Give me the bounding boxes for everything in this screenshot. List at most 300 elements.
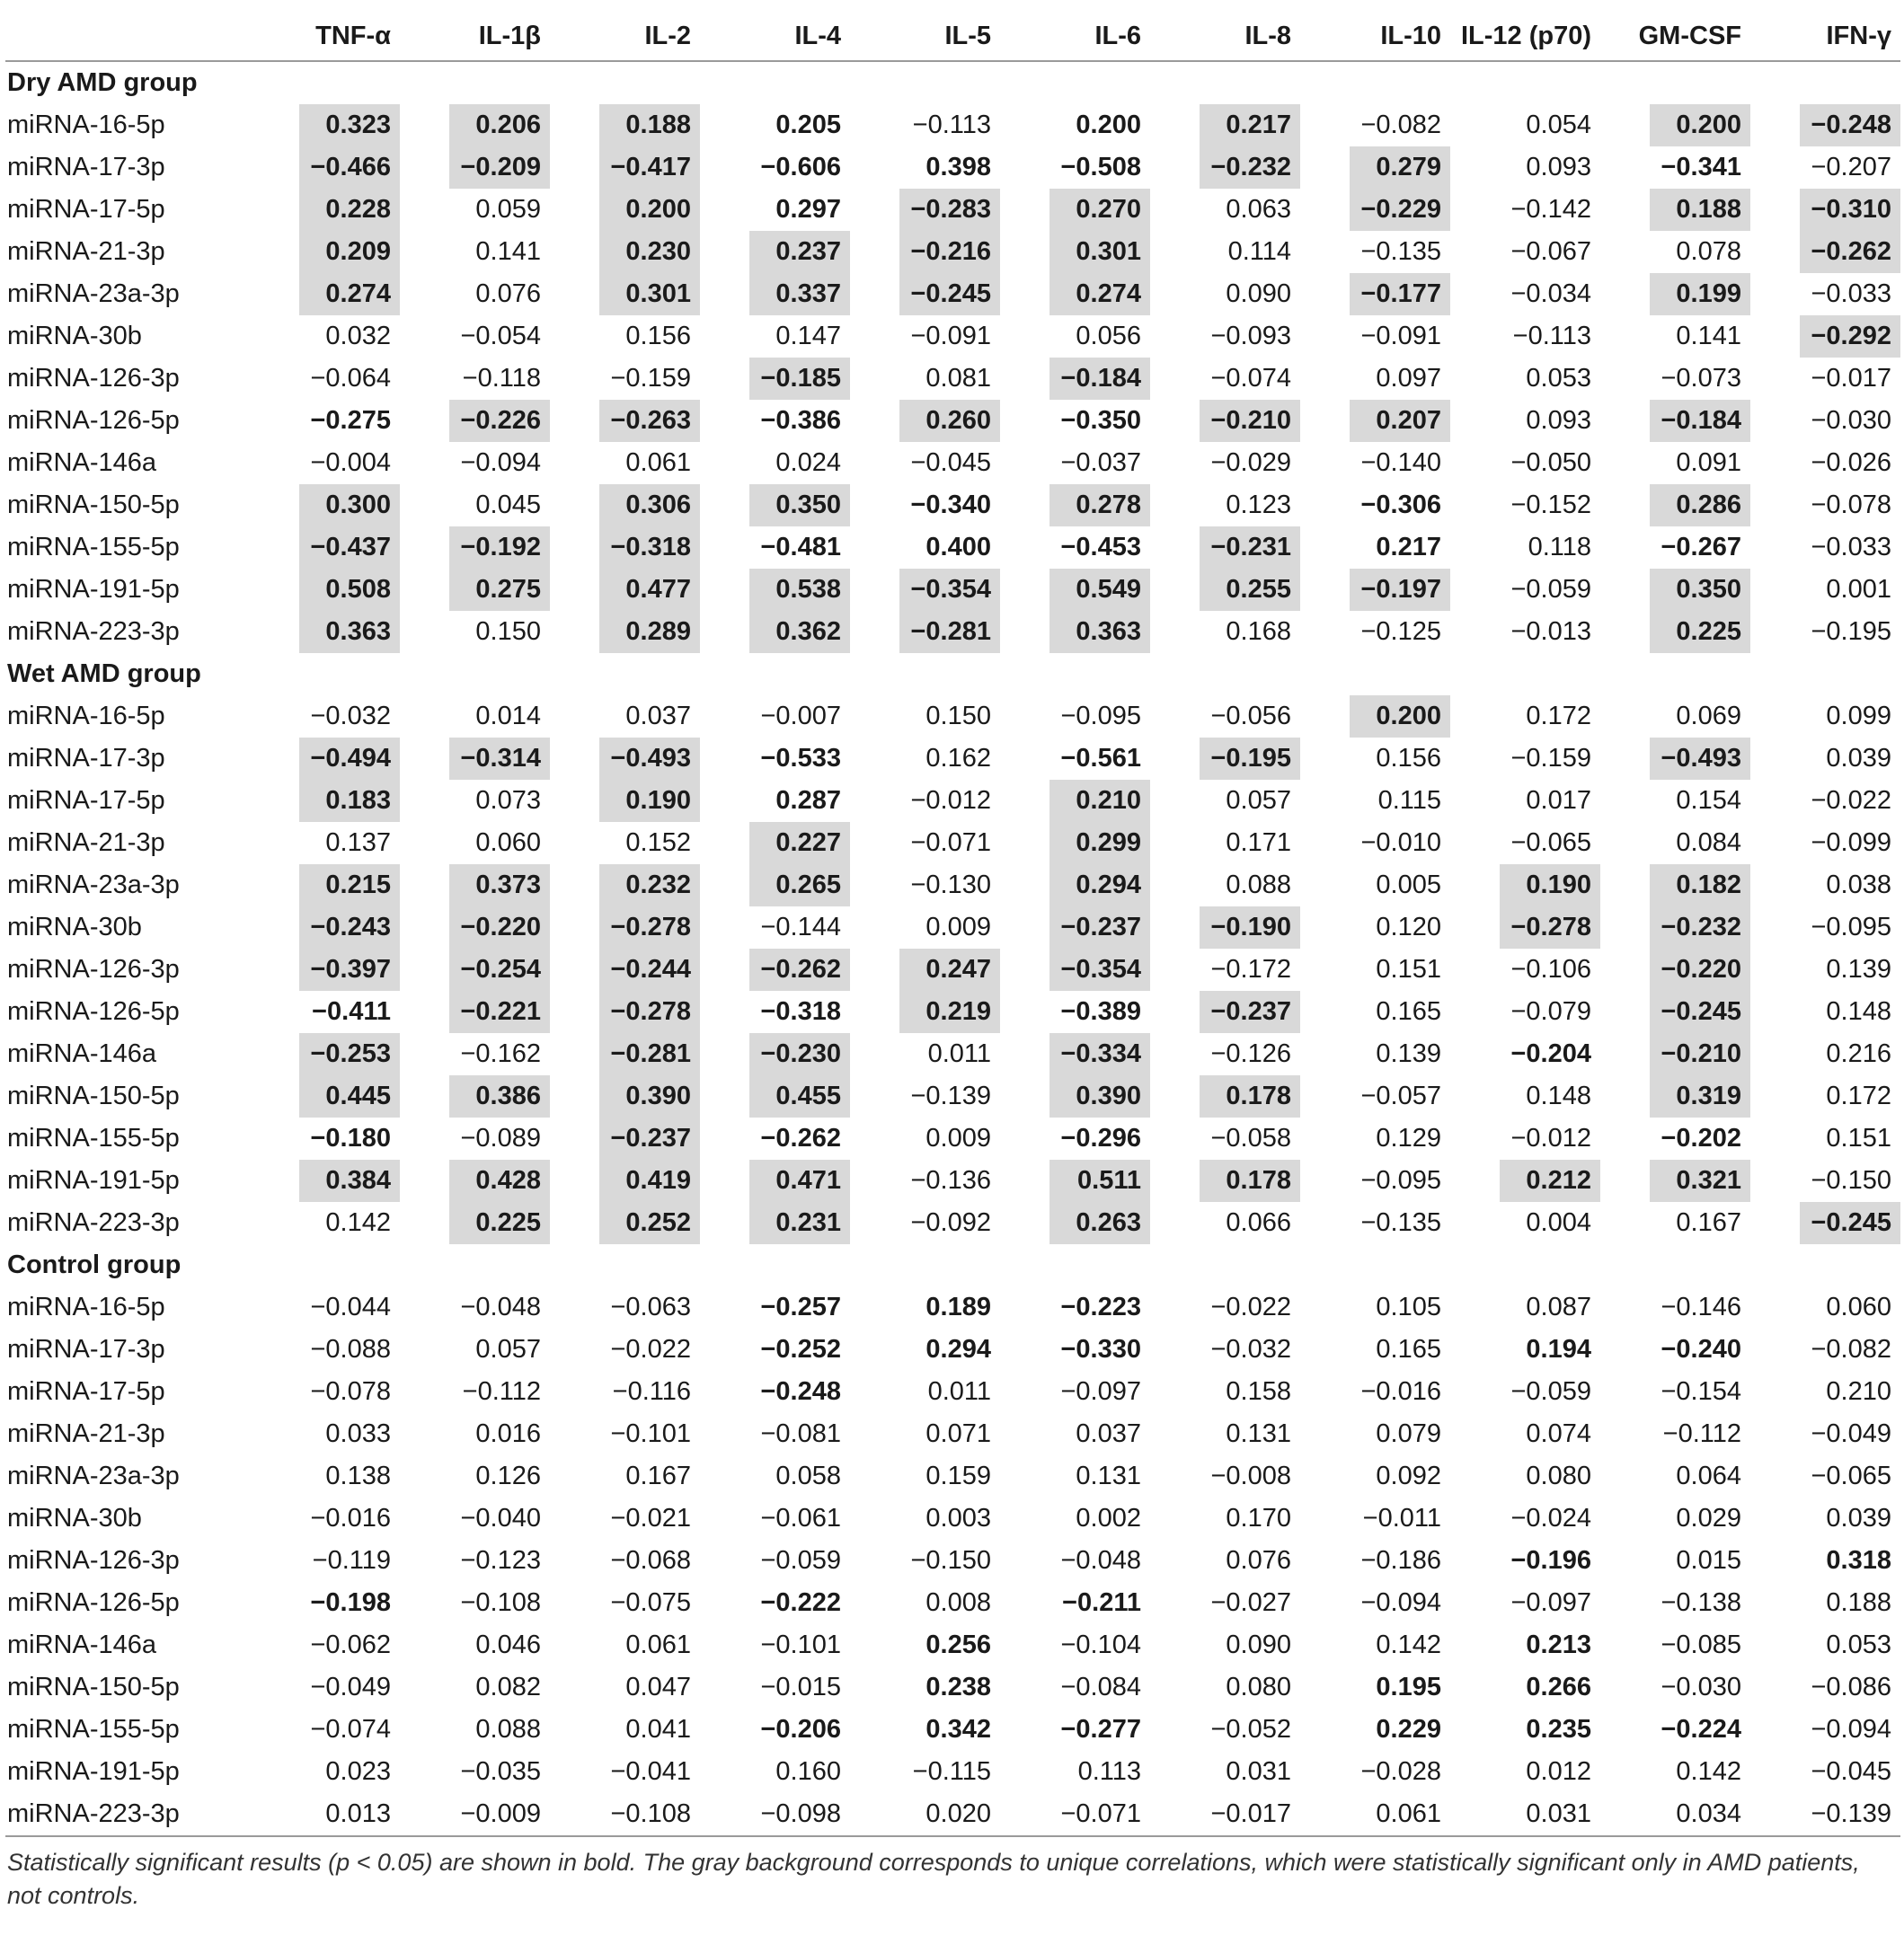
value-cell: [850, 1498, 1000, 1540]
value-cell: [400, 1709, 550, 1751]
value-cell: [1600, 1498, 1750, 1540]
value-cell: [550, 1793, 700, 1836]
value-cell: [400, 1202, 550, 1244]
correlation-value: 0.217: [1200, 104, 1300, 146]
row-label: miRNA-150-5p: [7, 1082, 180, 1110]
correlation-value: 0.154: [1676, 786, 1741, 815]
value-cell: [1450, 526, 1600, 569]
correlation-value: −0.232: [1200, 146, 1300, 189]
table-row: [5, 1498, 1900, 1540]
correlation-value: 0.114: [1227, 237, 1291, 266]
value-cell: [1150, 231, 1300, 273]
correlation-value: 0.079: [1376, 1419, 1441, 1448]
value-cell: [250, 400, 400, 442]
correlation-value: 0.215: [299, 864, 400, 906]
table-row: [5, 104, 1900, 146]
correlation-value: −0.185: [749, 358, 850, 400]
value-cell: [850, 189, 1000, 231]
correlation-value: −0.056: [1210, 702, 1291, 730]
value-cell: [250, 104, 400, 146]
value-cell: [550, 1582, 700, 1624]
value-cell: [700, 1751, 850, 1793]
correlation-value: −0.223: [1060, 1293, 1141, 1321]
correlation-value: 0.031: [1526, 1799, 1591, 1828]
correlation-value: 0.053: [1526, 364, 1591, 393]
correlation-value: −0.195: [1200, 738, 1300, 780]
correlation-value: 0.008: [925, 1588, 991, 1617]
correlation-value: −0.253: [299, 1033, 400, 1075]
value-cell: [1300, 780, 1450, 822]
value-cell: [700, 1033, 850, 1075]
correlation-value: 0.225: [1650, 611, 1750, 653]
row-label: miRNA-155-5p: [7, 533, 180, 561]
correlation-value: 0.148: [1526, 1082, 1591, 1110]
value-cell: [400, 1033, 550, 1075]
correlation-value: 0.150: [475, 617, 541, 646]
value-cell: [1300, 1582, 1450, 1624]
correlation-value: −0.237: [599, 1118, 700, 1160]
correlation-value: −0.466: [299, 146, 400, 189]
value-cell: [700, 484, 850, 526]
value-cell: [550, 358, 700, 400]
value-cell: [1750, 864, 1900, 906]
correlation-value: 0.003: [925, 1504, 991, 1533]
value-cell: [1000, 1075, 1150, 1118]
correlation-value: 0.428: [449, 1160, 550, 1202]
value-cell: [1600, 864, 1750, 906]
value-cell: [1600, 780, 1750, 822]
correlation-value: 0.194: [1526, 1335, 1591, 1364]
row-label: miRNA-17-5p: [7, 786, 165, 815]
value-cell: [1600, 146, 1750, 189]
value-cell: [400, 695, 550, 738]
correlation-value: −0.162: [460, 1039, 541, 1068]
value-cell: [850, 822, 1000, 864]
correlation-value: 0.093: [1526, 406, 1591, 435]
value-cell: [1300, 1455, 1450, 1498]
value-cell: [550, 1709, 700, 1751]
value-cell: [550, 864, 700, 906]
correlation-value: 0.260: [899, 400, 1000, 442]
value-cell: [850, 1540, 1000, 1582]
value-cell: [700, 864, 850, 906]
value-cell: [250, 1709, 400, 1751]
value-cell: [1150, 1329, 1300, 1371]
correlation-value: −0.277: [1060, 1715, 1141, 1744]
correlation-value: 0.058: [775, 1462, 841, 1490]
table-row: [5, 484, 1900, 526]
value-cell: [1300, 1160, 1450, 1202]
value-cell: [400, 189, 550, 231]
correlation-value: 0.275: [449, 569, 550, 611]
correlation-value: 0.071: [925, 1419, 991, 1448]
correlation-value: 0.017: [1526, 786, 1591, 815]
correlation-value: −0.207: [1811, 153, 1891, 181]
value-cell: [850, 738, 1000, 780]
correlation-value: −0.142: [1510, 195, 1591, 224]
value-cell: [250, 1498, 400, 1540]
value-cell: [1750, 1582, 1900, 1624]
row-label: miRNA-223-3p: [5, 1793, 250, 1836]
table-row: [5, 1751, 1900, 1793]
value-cell: [1600, 949, 1750, 991]
correlation-value: −0.350: [1060, 406, 1141, 435]
value-cell: [1150, 1709, 1300, 1751]
value-cell: [1750, 780, 1900, 822]
correlation-value: −0.022: [610, 1335, 691, 1364]
value-cell: [250, 1413, 400, 1455]
correlation-value: −0.263: [599, 400, 700, 442]
correlation-value: −0.248: [1800, 104, 1900, 146]
correlation-value: −0.493: [1650, 738, 1750, 780]
correlation-value: −0.073: [1660, 364, 1741, 393]
value-cell: [1300, 526, 1450, 569]
value-cell: [700, 1582, 850, 1624]
value-cell: [1300, 231, 1450, 273]
value-cell: [1750, 1286, 1900, 1329]
correlation-value: −0.007: [760, 702, 841, 730]
correlation-value: −0.082: [1360, 110, 1441, 139]
value-cell: [1450, 1709, 1600, 1751]
correlation-value: −0.054: [460, 322, 541, 350]
correlation-value: −0.243: [299, 906, 400, 949]
value-cell: [400, 1582, 550, 1624]
correlation-value: 0.073: [475, 786, 541, 815]
correlation-value: −0.044: [310, 1293, 391, 1321]
row-label: miRNA-191-5p: [7, 575, 180, 604]
correlation-value: −0.184: [1049, 358, 1150, 400]
correlation-value: −0.292: [1800, 315, 1900, 358]
correlation-value: 0.047: [625, 1673, 691, 1701]
correlation-value: 0.265: [749, 864, 850, 906]
value-cell: [1300, 484, 1450, 526]
correlation-value: 0.167: [625, 1462, 691, 1490]
correlation-value: 0.080: [1226, 1673, 1291, 1701]
value-cell: [250, 1793, 400, 1836]
correlation-value: 0.549: [1049, 569, 1150, 611]
value-cell: [1450, 738, 1600, 780]
correlation-value: −0.050: [1510, 448, 1591, 477]
correlation-value: −0.101: [610, 1419, 691, 1448]
value-cell: [550, 569, 700, 611]
table-row: [5, 1033, 1900, 1075]
value-cell: [1300, 949, 1450, 991]
value-cell: [1300, 358, 1450, 400]
correlation-value: 0.141: [1676, 322, 1741, 350]
value-cell: [550, 1202, 700, 1244]
value-cell: [1450, 231, 1600, 273]
group-header-row: [5, 653, 1900, 695]
value-cell: [550, 146, 700, 189]
correlation-value: 0.390: [1049, 1075, 1150, 1118]
correlation-value: 0.178: [1200, 1075, 1300, 1118]
correlation-value: 0.400: [925, 533, 991, 561]
value-cell: [700, 1075, 850, 1118]
correlation-value: −0.210: [1200, 400, 1300, 442]
value-cell: [400, 906, 550, 949]
correlation-value: −0.033: [1811, 533, 1891, 561]
correlation-value: −0.386: [760, 406, 841, 435]
correlation-value: −0.033: [1811, 279, 1891, 308]
value-cell: [850, 231, 1000, 273]
correlation-value: 0.120: [1376, 913, 1441, 941]
correlation-value: −0.318: [599, 526, 700, 569]
value-cell: [1300, 400, 1450, 442]
row-label: miRNA-155-5p: [7, 1715, 180, 1744]
correlation-value: 0.029: [1676, 1504, 1741, 1533]
correlation-value: 0.419: [599, 1160, 700, 1202]
correlation-value: −0.112: [462, 1377, 541, 1406]
correlation-value: 0.199: [1650, 273, 1750, 315]
value-cell: [1000, 1286, 1150, 1329]
correlation-value: 0.445: [299, 1075, 400, 1118]
value-cell: [1150, 1540, 1300, 1582]
correlation-value: 0.384: [299, 1160, 400, 1202]
correlation-value: −0.123: [460, 1546, 541, 1575]
correlation-value: −0.037: [1060, 448, 1141, 477]
value-cell: [250, 949, 400, 991]
value-cell: [1300, 906, 1450, 949]
value-cell: [250, 1329, 400, 1371]
value-cell: [1450, 1624, 1600, 1666]
correlation-value: −0.106: [1510, 955, 1591, 984]
column-header: IL-12 (p70): [1450, 13, 1600, 61]
correlation-value: 0.363: [299, 611, 400, 653]
value-cell: [1750, 146, 1900, 189]
correlation-value: 0.278: [1049, 484, 1150, 526]
value-cell: [850, 1202, 1000, 1244]
row-label: miRNA-16-5p: [7, 110, 165, 139]
value-cell: [1450, 949, 1600, 991]
value-cell: [250, 189, 400, 231]
correlation-value: −0.095: [1811, 913, 1891, 941]
correlation-value: 0.138: [325, 1462, 391, 1490]
correlation-value: −0.130: [910, 870, 991, 899]
value-cell: [1150, 1498, 1300, 1540]
correlation-value: −0.071: [910, 828, 991, 857]
value-cell: [1000, 104, 1150, 146]
value-cell: [1600, 1329, 1750, 1371]
value-cell: [1750, 906, 1900, 949]
correlation-value: 0.190: [599, 780, 700, 822]
value-cell: [1000, 1118, 1150, 1160]
table-row: [5, 780, 1900, 822]
value-cell: [250, 1582, 400, 1624]
value-cell: [550, 526, 700, 569]
value-cell: [1450, 1751, 1600, 1793]
table-row: [5, 1413, 1900, 1455]
correlation-value: 0.139: [1376, 1039, 1441, 1068]
correlation-value: −0.152: [1510, 490, 1591, 519]
value-cell: [1000, 1371, 1150, 1413]
correlation-value: 0.032: [325, 322, 391, 350]
correlation-value: −0.278: [599, 991, 700, 1033]
value-cell: [1600, 1286, 1750, 1329]
correlation-value: −0.035: [460, 1757, 541, 1786]
correlation-value: −0.079: [1510, 997, 1591, 1026]
correlation-value: −0.065: [1510, 828, 1591, 857]
value-cell: [1750, 442, 1900, 484]
correlation-value: −0.057: [1360, 1082, 1441, 1110]
value-cell: [400, 315, 550, 358]
correlation-value: 0.151: [1826, 1124, 1891, 1153]
correlation-value: −0.159: [610, 364, 691, 393]
correlation-value: 0.172: [1826, 1082, 1891, 1110]
value-cell: [1450, 991, 1600, 1033]
correlation-value: −0.028: [1360, 1757, 1441, 1786]
value-cell: [1750, 1329, 1900, 1371]
value-cell: [700, 1286, 850, 1329]
correlation-value: −0.059: [1510, 1377, 1591, 1406]
value-cell: [1600, 1455, 1750, 1498]
correlation-value: −0.220: [1650, 949, 1750, 991]
correlation-value: −0.041: [610, 1757, 691, 1786]
correlation-value: −0.063: [610, 1293, 691, 1321]
value-cell: [700, 1329, 850, 1371]
correlation-value: 0.061: [625, 1630, 691, 1659]
value-cell: [1450, 864, 1600, 906]
correlation-value: −0.226: [449, 400, 550, 442]
correlation-value: 0.216: [1826, 1039, 1891, 1068]
row-label: miRNA-126-5p: [7, 1588, 180, 1617]
correlation-value: 0.148: [1826, 997, 1891, 1026]
value-cell: [1150, 1793, 1300, 1836]
correlation-value: −0.296: [1060, 1124, 1141, 1153]
correlation-value: 0.059: [475, 195, 541, 224]
value-cell: [550, 1413, 700, 1455]
value-cell: [850, 146, 1000, 189]
correlation-value: −0.012: [910, 786, 991, 815]
correlation-value: 0.235: [1526, 1715, 1591, 1744]
value-cell: [1600, 1202, 1750, 1244]
value-cell: [850, 1455, 1000, 1498]
table-row: [5, 1371, 1900, 1413]
value-cell: [250, 526, 400, 569]
value-cell: [1450, 358, 1600, 400]
correlation-value: −0.074: [310, 1715, 391, 1744]
value-cell: [1300, 1202, 1450, 1244]
correlation-value: −0.024: [1510, 1504, 1591, 1533]
correlation-value: −0.026: [1811, 448, 1891, 477]
correlation-value: −0.094: [460, 448, 541, 477]
value-cell: [1750, 1751, 1900, 1793]
value-cell: [1450, 1793, 1600, 1836]
value-cell: [700, 1160, 850, 1202]
value-cell: [1750, 1033, 1900, 1075]
value-cell: [700, 1413, 850, 1455]
correlation-value: 0.009: [925, 1124, 991, 1153]
header-cell-blank: [5, 13, 250, 61]
table-row: [5, 569, 1900, 611]
correlation-value: −0.011: [1362, 1504, 1441, 1533]
value-cell: [400, 104, 550, 146]
correlation-value: −0.493: [599, 738, 700, 780]
value-cell: [1150, 1413, 1300, 1455]
value-cell: [400, 611, 550, 653]
value-cell: [1000, 1455, 1150, 1498]
correlation-value: 0.301: [1049, 231, 1150, 273]
correlation-value: −0.091: [1360, 322, 1441, 350]
value-cell: [1450, 822, 1600, 864]
correlation-value: 0.084: [1676, 828, 1741, 857]
correlation-value: −0.045: [910, 448, 991, 477]
group-title: Dry AMD group: [7, 68, 198, 97]
row-label: miRNA-23a-3p: [7, 870, 180, 899]
row-label: miRNA-16-5p: [7, 702, 165, 730]
correlation-value: −0.195: [1811, 617, 1891, 646]
correlation-value: 0.318: [1826, 1546, 1891, 1575]
value-cell: [400, 949, 550, 991]
correlation-value: −0.417: [599, 146, 700, 189]
correlation-value: −0.097: [1510, 1588, 1591, 1617]
value-cell: [1150, 822, 1300, 864]
correlation-value: 0.060: [1826, 1293, 1891, 1321]
row-label: miRNA-191-5p: [7, 1757, 180, 1786]
row-label: miRNA-30b: [7, 913, 142, 941]
correlation-value: −0.494: [299, 738, 400, 780]
value-cell: [700, 1202, 850, 1244]
value-cell: [1300, 569, 1450, 611]
correlation-value: 0.350: [749, 484, 850, 526]
value-cell: [700, 1624, 850, 1666]
value-cell: [550, 1329, 700, 1371]
row-label: miRNA-191-5p: [7, 1166, 180, 1195]
value-cell: [700, 1793, 850, 1836]
value-cell: [400, 780, 550, 822]
value-cell: [250, 991, 400, 1033]
table-row: [5, 146, 1900, 189]
value-cell: [1300, 611, 1450, 653]
column-header: GM-CSF: [1600, 13, 1750, 61]
value-cell: [1150, 1624, 1300, 1666]
value-cell: [850, 1666, 1000, 1709]
value-cell: [1000, 1751, 1150, 1793]
correlation-value: −0.180: [310, 1124, 391, 1153]
row-label: miRNA-21-3p: [7, 1419, 165, 1448]
value-cell: [850, 780, 1000, 822]
value-cell: [400, 864, 550, 906]
correlation-value: 0.190: [1500, 864, 1600, 906]
correlation-value: 0.188: [1826, 1588, 1891, 1617]
value-cell: [550, 273, 700, 315]
value-cell: [400, 822, 550, 864]
correlation-value: −0.081: [760, 1419, 841, 1448]
table-row: [5, 1666, 1900, 1709]
value-cell: [850, 695, 1000, 738]
column-header: IL-5: [850, 13, 1000, 61]
correlation-value: −0.004: [310, 448, 391, 477]
correlation-value: −0.254: [449, 949, 550, 991]
correlation-value: −0.278: [599, 906, 700, 949]
correlation-value: −0.411: [312, 997, 391, 1026]
correlation-value: 0.300: [299, 484, 400, 526]
value-cell: [550, 991, 700, 1033]
correlation-value: 0.165: [1376, 1335, 1441, 1364]
correlation-value: 0.041: [625, 1715, 691, 1744]
value-cell: [850, 1286, 1000, 1329]
correlation-value: −0.354: [899, 569, 1000, 611]
correlation-value: 0.306: [599, 484, 700, 526]
value-cell: [1750, 526, 1900, 569]
correlation-value: −0.159: [1510, 744, 1591, 773]
correlation-value: 0.386: [449, 1075, 550, 1118]
value-cell: [700, 1709, 850, 1751]
correlation-value: 0.508: [299, 569, 400, 611]
correlation-value: −0.314: [449, 738, 550, 780]
correlation-value: 0.081: [925, 364, 991, 393]
value-cell: [400, 569, 550, 611]
value-cell: [1150, 1455, 1300, 1498]
